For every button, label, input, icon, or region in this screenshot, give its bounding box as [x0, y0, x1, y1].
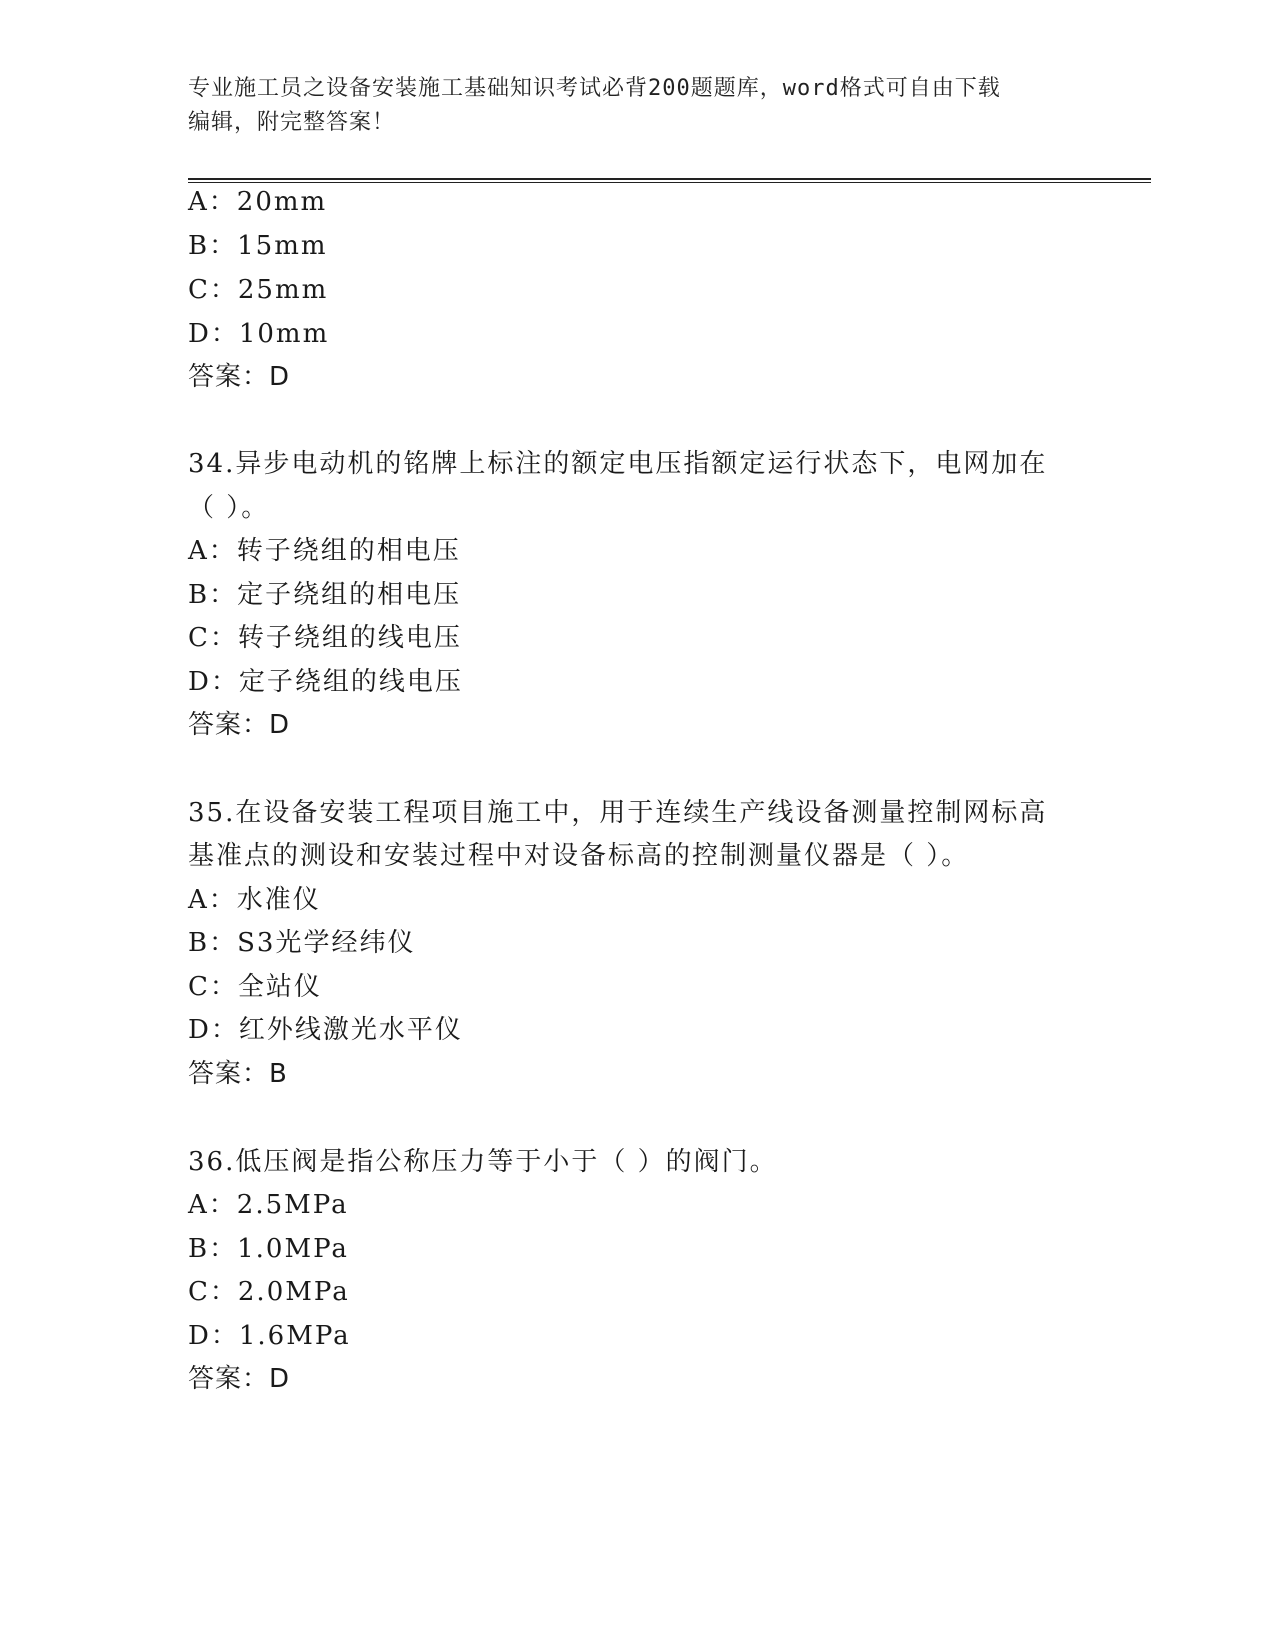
- page-header: [188, 72, 1088, 140]
- q34-answer: 答案：D: [188, 710, 291, 740]
- header-title-line1: 专业施工员之设备安装施工基础知识考试必背200题题库，word格式可自由下载: [188, 76, 1001, 101]
- q35-stem-line1: 35.在设备安装工程项目施工中，用于连续生产线设备测量控制网标高: [188, 798, 1048, 828]
- q36-option-b: B：1.0MPa: [188, 1234, 349, 1264]
- q33-option-c: C：25mm: [188, 275, 329, 305]
- header-title-line2: 编辑，附完整答案！: [188, 110, 396, 135]
- q33-option-b: B：15mm: [188, 231, 328, 261]
- q35-option-c: C：全站仪: [188, 972, 322, 1002]
- q35-answer: 答案：B: [188, 1059, 288, 1089]
- q34-stem-line1: 34.异步电动机的铭牌上标注的额定电压指额定运行状态下，电网加在: [188, 449, 1048, 479]
- q33-option-a: A：20mm: [188, 187, 328, 217]
- q36-answer: 答案：D: [188, 1364, 291, 1394]
- header-divider-thin: [188, 182, 1151, 183]
- q34-option-a: A：转子绕组的相电压: [188, 536, 461, 566]
- q34-stem-line2: （ ）。: [188, 493, 270, 523]
- q36-option-d: D：1.6MPa: [188, 1321, 351, 1351]
- q35-option-b: B：S3光学经纬仪: [188, 928, 416, 958]
- q34-option-c: C：转子绕组的线电压: [188, 623, 462, 653]
- q33-option-d: D：10mm: [188, 319, 330, 349]
- q34-option-b: B：定子绕组的相电压: [188, 580, 462, 610]
- q33-answer: 答案：D: [188, 362, 291, 392]
- q36-stem-line1: 36.低压阀是指公称压力等于小于（ ）的阀门。: [188, 1147, 778, 1177]
- q36-option-c: C：2.0MPa: [188, 1277, 350, 1307]
- q35-option-d: D：红外线激光水平仪: [188, 1015, 463, 1045]
- q34-option-d: D：定子绕组的线电压: [188, 667, 463, 697]
- header-divider: [188, 178, 1151, 180]
- q36-option-a: A：2.5MPa: [188, 1190, 349, 1220]
- q35-option-a: A：水准仪: [188, 885, 321, 915]
- q35-stem-line2: 基准点的测设和安装过程中对设备标高的控制测量仪器是（ ）。: [188, 841, 970, 871]
